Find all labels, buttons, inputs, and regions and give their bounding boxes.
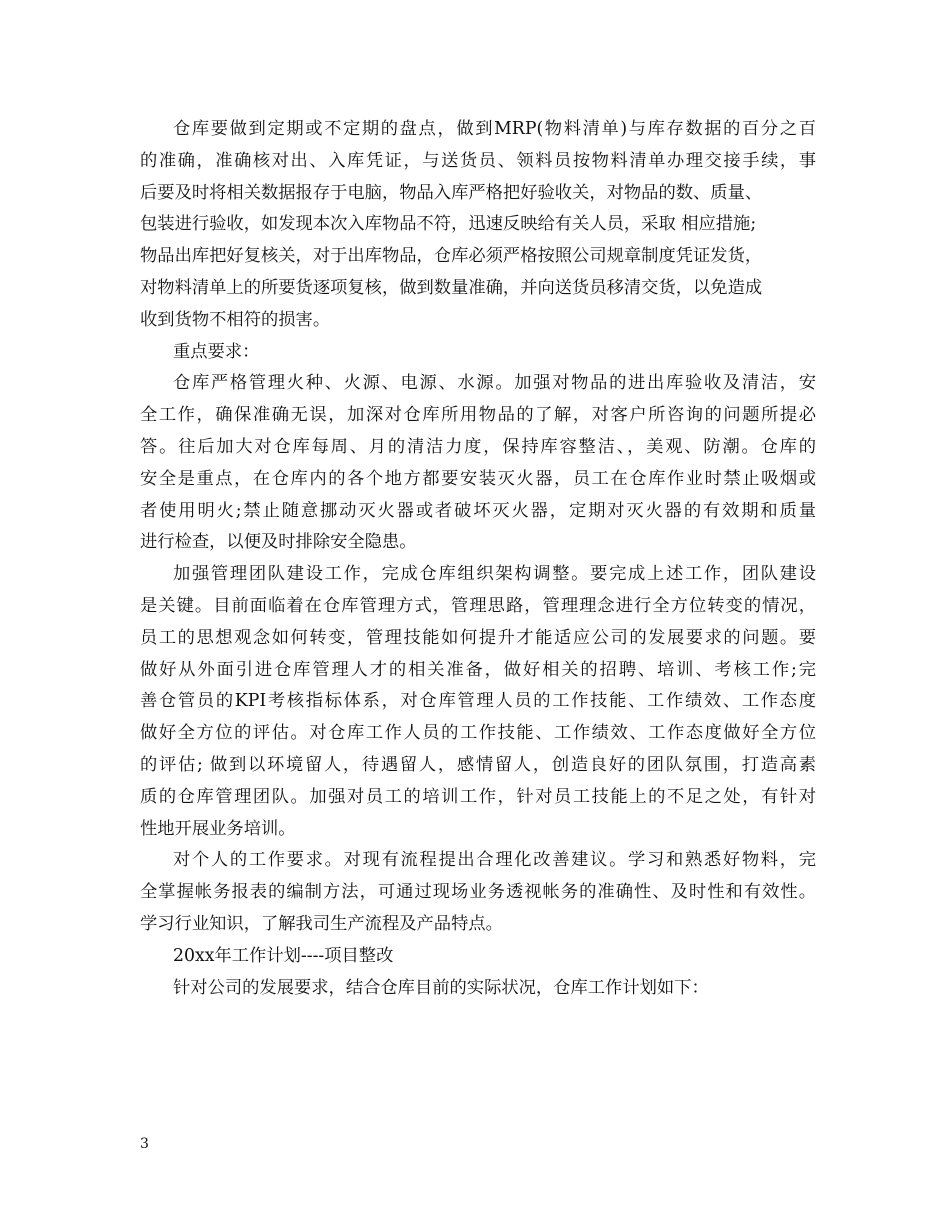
text-line: 员工的思想观念如何转变，管理技能如何提升才能适应公司的发展要求的问题。要 <box>140 627 816 648</box>
text-line: 安全是重点，在仓库内的各个地方都要安装灭火器，员工在仓库作业时禁止吸烟或 <box>140 468 816 489</box>
page-number: 3 <box>140 1136 149 1152</box>
text-line: 20xx年工作计划----项目整改 <box>173 945 394 966</box>
text-line: 答。往后加大对仓库每周、月的清洁力度，保持库容整洁、，美观、防潮。仓库的 <box>140 436 816 457</box>
text-line: 对物料清单上的所要货逐项复核，做到数量准确，并向送货员移清交货，以免造成 <box>140 277 763 298</box>
text-line: 仓库严格管理火种、火源、电源、水源。加强对物品的进出库验收及清洁，安 <box>173 373 816 394</box>
text-line: 物品出库把好复核关，对于出库物品，仓库必须严格按照公司规章制度凭证发货， <box>140 246 763 267</box>
text-line: 的评估; 做到以环境留人，待遇留人，感情留人，创造良好的团队氛围，打造高素 <box>140 754 816 775</box>
text-line: 的准确，准确核对出、入库凭证，与送货员、领料员按物料清单办理交接手续，事 <box>140 150 816 171</box>
text-line: 学习行业知识，了解我司生产流程及产品特点。 <box>140 913 503 934</box>
text-line: 仓库要做到定期或不定期的盘点，做到MRP(物料清单)与库存数据的百分之百 <box>173 119 816 139</box>
text-line: 做好从外面引进仓库管理人才的相关准备，做好相关的招聘、培训、考核工作;完 <box>140 659 816 680</box>
text-line: 后要及时将相关数据报存于电脑，物品入库严格把好验收关，对物品的数、质量、 <box>140 182 763 203</box>
text-line: 包装进行验收，如发现本次入库物品不符，迅速反映给有关人员，采取 相应措施; <box>140 214 757 235</box>
text-line: 者使用明火;禁止随意挪动灭火器或者破坏灭火器，定期对灭火器的有效期和质量 <box>140 500 816 521</box>
text-line: 质的仓库管理团队。加强对员工的培训工作，针对员工技能上的不足之处，有针对 <box>140 786 816 807</box>
text-line: 收到货物不相符的损害。 <box>140 309 331 330</box>
text-line: 对个人的工作要求。对现有流程提出合理化改善建议。学习和熟悉好物料，完 <box>173 850 816 871</box>
text-line: 全工作，确保准确无误，加深对仓库所用物品的了解，对客户所咨询的问题所提必 <box>140 405 816 426</box>
text-line: 重点要求： <box>173 341 260 362</box>
text-line: 全掌握帐务报表的编制方法，可通过现场业务透视帐务的准确性、及时性和有效性。 <box>140 882 816 903</box>
text-line: 针对公司的发展要求，结合仓库目前的实际状况，仓库工作计划如下： <box>173 977 709 998</box>
text-line: 善仓管员的KPI考核指标体系，对仓库管理人员的工作技能、工作绩效、工作态度 <box>140 691 816 712</box>
text-line: 性地开展业务培训。 <box>140 818 296 839</box>
body-text <box>140 114 816 1004</box>
text-line: 加强管理团队建设工作，完成仓库组织架构调整。要完成上述工作，团队建设 <box>173 564 816 585</box>
text-line: 做好全方位的评估。对仓库工作人员的工作技能、工作绩效、工作态度做好全方位 <box>140 723 816 744</box>
text-line: 是关键。目前面临着在仓库管理方式，管理思路，管理理念进行全方位转变的情况， <box>140 595 816 616</box>
text-line: 进行检查，以便及时排除安全隐患。 <box>140 532 417 553</box>
